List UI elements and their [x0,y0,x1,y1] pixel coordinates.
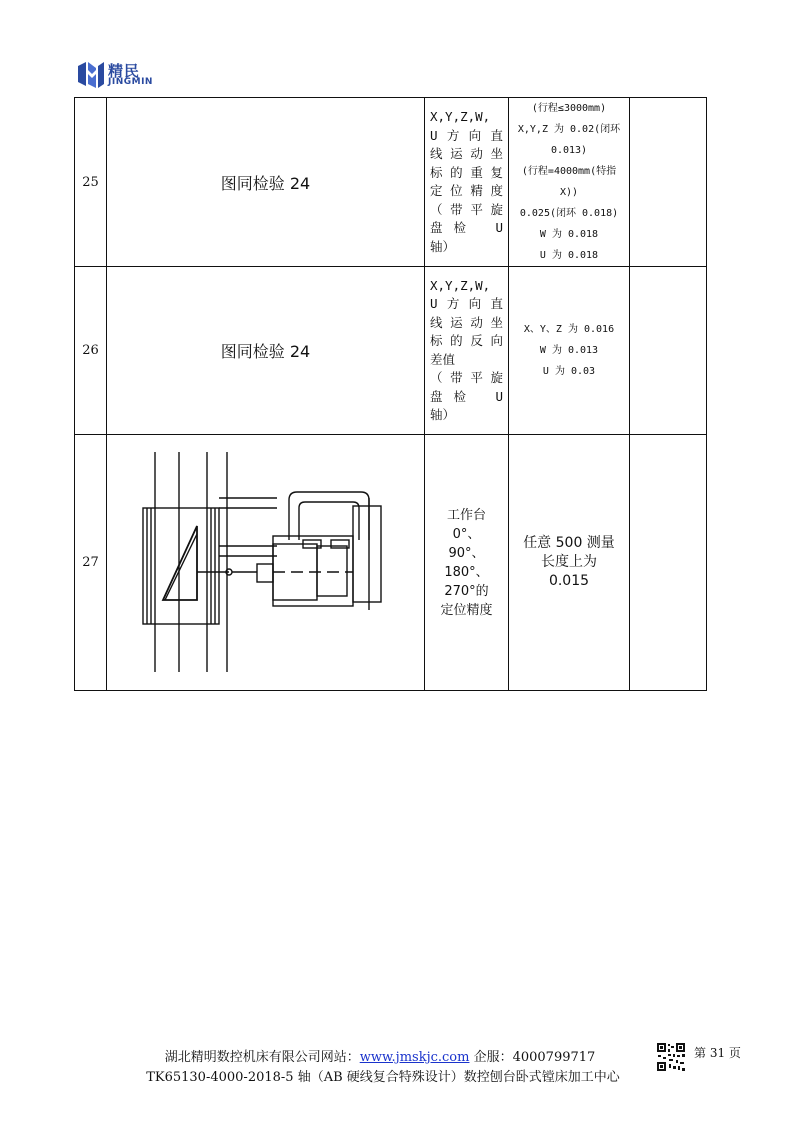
item-line: 定位精度 [440,602,493,618]
tolerance [509,98,630,267]
row-number: 25 [75,98,107,267]
item-line: X,Y,Z,W, [430,277,491,293]
jm-logo-icon [76,60,106,90]
tolerance-line: 任意 500 测量 [523,535,615,551]
check-item [425,267,509,435]
item-line: 差值 [430,351,456,367]
tolerance-line: W 为 0.013 [539,345,599,356]
qr-code-icon [656,1042,686,1072]
tolerance-line: (行程≤3000mm) [531,103,607,114]
tolerance-line: (行程=4000mm(特指 [521,166,617,177]
tolerance-line: 长度上为 [541,554,597,570]
tolerance [509,267,630,435]
table-row [75,98,707,267]
company-logo [76,60,216,92]
item-line: （带平旋 [430,201,503,217]
footer-company-name: 湖北精明数控机床有限公司网站： [164,1050,360,1065]
item-line: 270°的 [444,583,489,599]
measured-value-cell [630,98,707,267]
item-line: 轴） [430,238,456,254]
item-line: 盘检 U [430,388,503,404]
check-item [425,98,509,267]
table-row [75,267,707,435]
footer-service-phone: 企服：4000799717 [469,1050,596,1065]
item-line: 90°、 [448,545,485,561]
table-row [75,435,707,691]
tolerance-line: 0.015 [548,573,590,589]
tolerance-line: 0.013) [550,145,588,156]
item-line: U方向直 [430,127,503,143]
check-item [425,435,509,691]
figure-reference: 图同检验 24 [107,267,425,435]
item-line: 工作台 [446,507,486,523]
page-number: 第 31 页 [694,1046,741,1060]
logo-chinese-text: 精民 [108,62,141,80]
row-number: 27 [75,435,107,691]
footer-model-line: TK65130-4000-2018-5 轴（AB 硬线复合特殊设计）数控刨台卧式镗床加工中心 [146,1070,620,1085]
figure-drawing-cell [107,435,425,691]
footer-company-line [120,1046,640,1065]
figure-reference: 图同检验 24 [107,98,425,267]
row-number: 26 [75,267,107,435]
item-line: 标的重复 [430,164,503,180]
item-line: 0°、 [452,526,481,542]
tolerance-line: W 为 0.018 [539,229,599,240]
tolerance-line: X,Y,Z 为 0.02(闭环 [517,124,621,135]
footer-website-link[interactable]: www.jmskjc.com [359,1050,470,1065]
item-line: 线运动坐 [430,146,503,161]
measured-value-cell [630,435,707,691]
item-line: 轴） [430,407,456,422]
item-line: 定位精度 [430,183,503,198]
tolerance-line: 0.025(闭环 0.018) [519,208,619,219]
measured-value-cell [630,267,707,435]
item-line: X,Y,Z,W, [430,109,491,124]
tolerance-line: X、Y、Z 为 0.016 [523,324,615,335]
item-line: 180°、 [444,564,489,580]
item-line: （带平旋 [430,370,503,385]
tolerance-line: X)) [559,187,579,198]
rotary-table-inspection-drawing [107,436,425,690]
item-line: 盘检 U [430,220,503,235]
tolerance-line: U 为 0.018 [539,250,599,261]
item-line: 线运动坐 [430,314,503,330]
tolerance-line: U 为 0.03 [542,366,596,377]
logo-english-text: JINGMIN [108,77,153,87]
item-line: U方向直 [430,296,503,311]
inspection-table [74,97,707,691]
tolerance [509,435,630,691]
item-line: 标的反向 [430,333,503,348]
